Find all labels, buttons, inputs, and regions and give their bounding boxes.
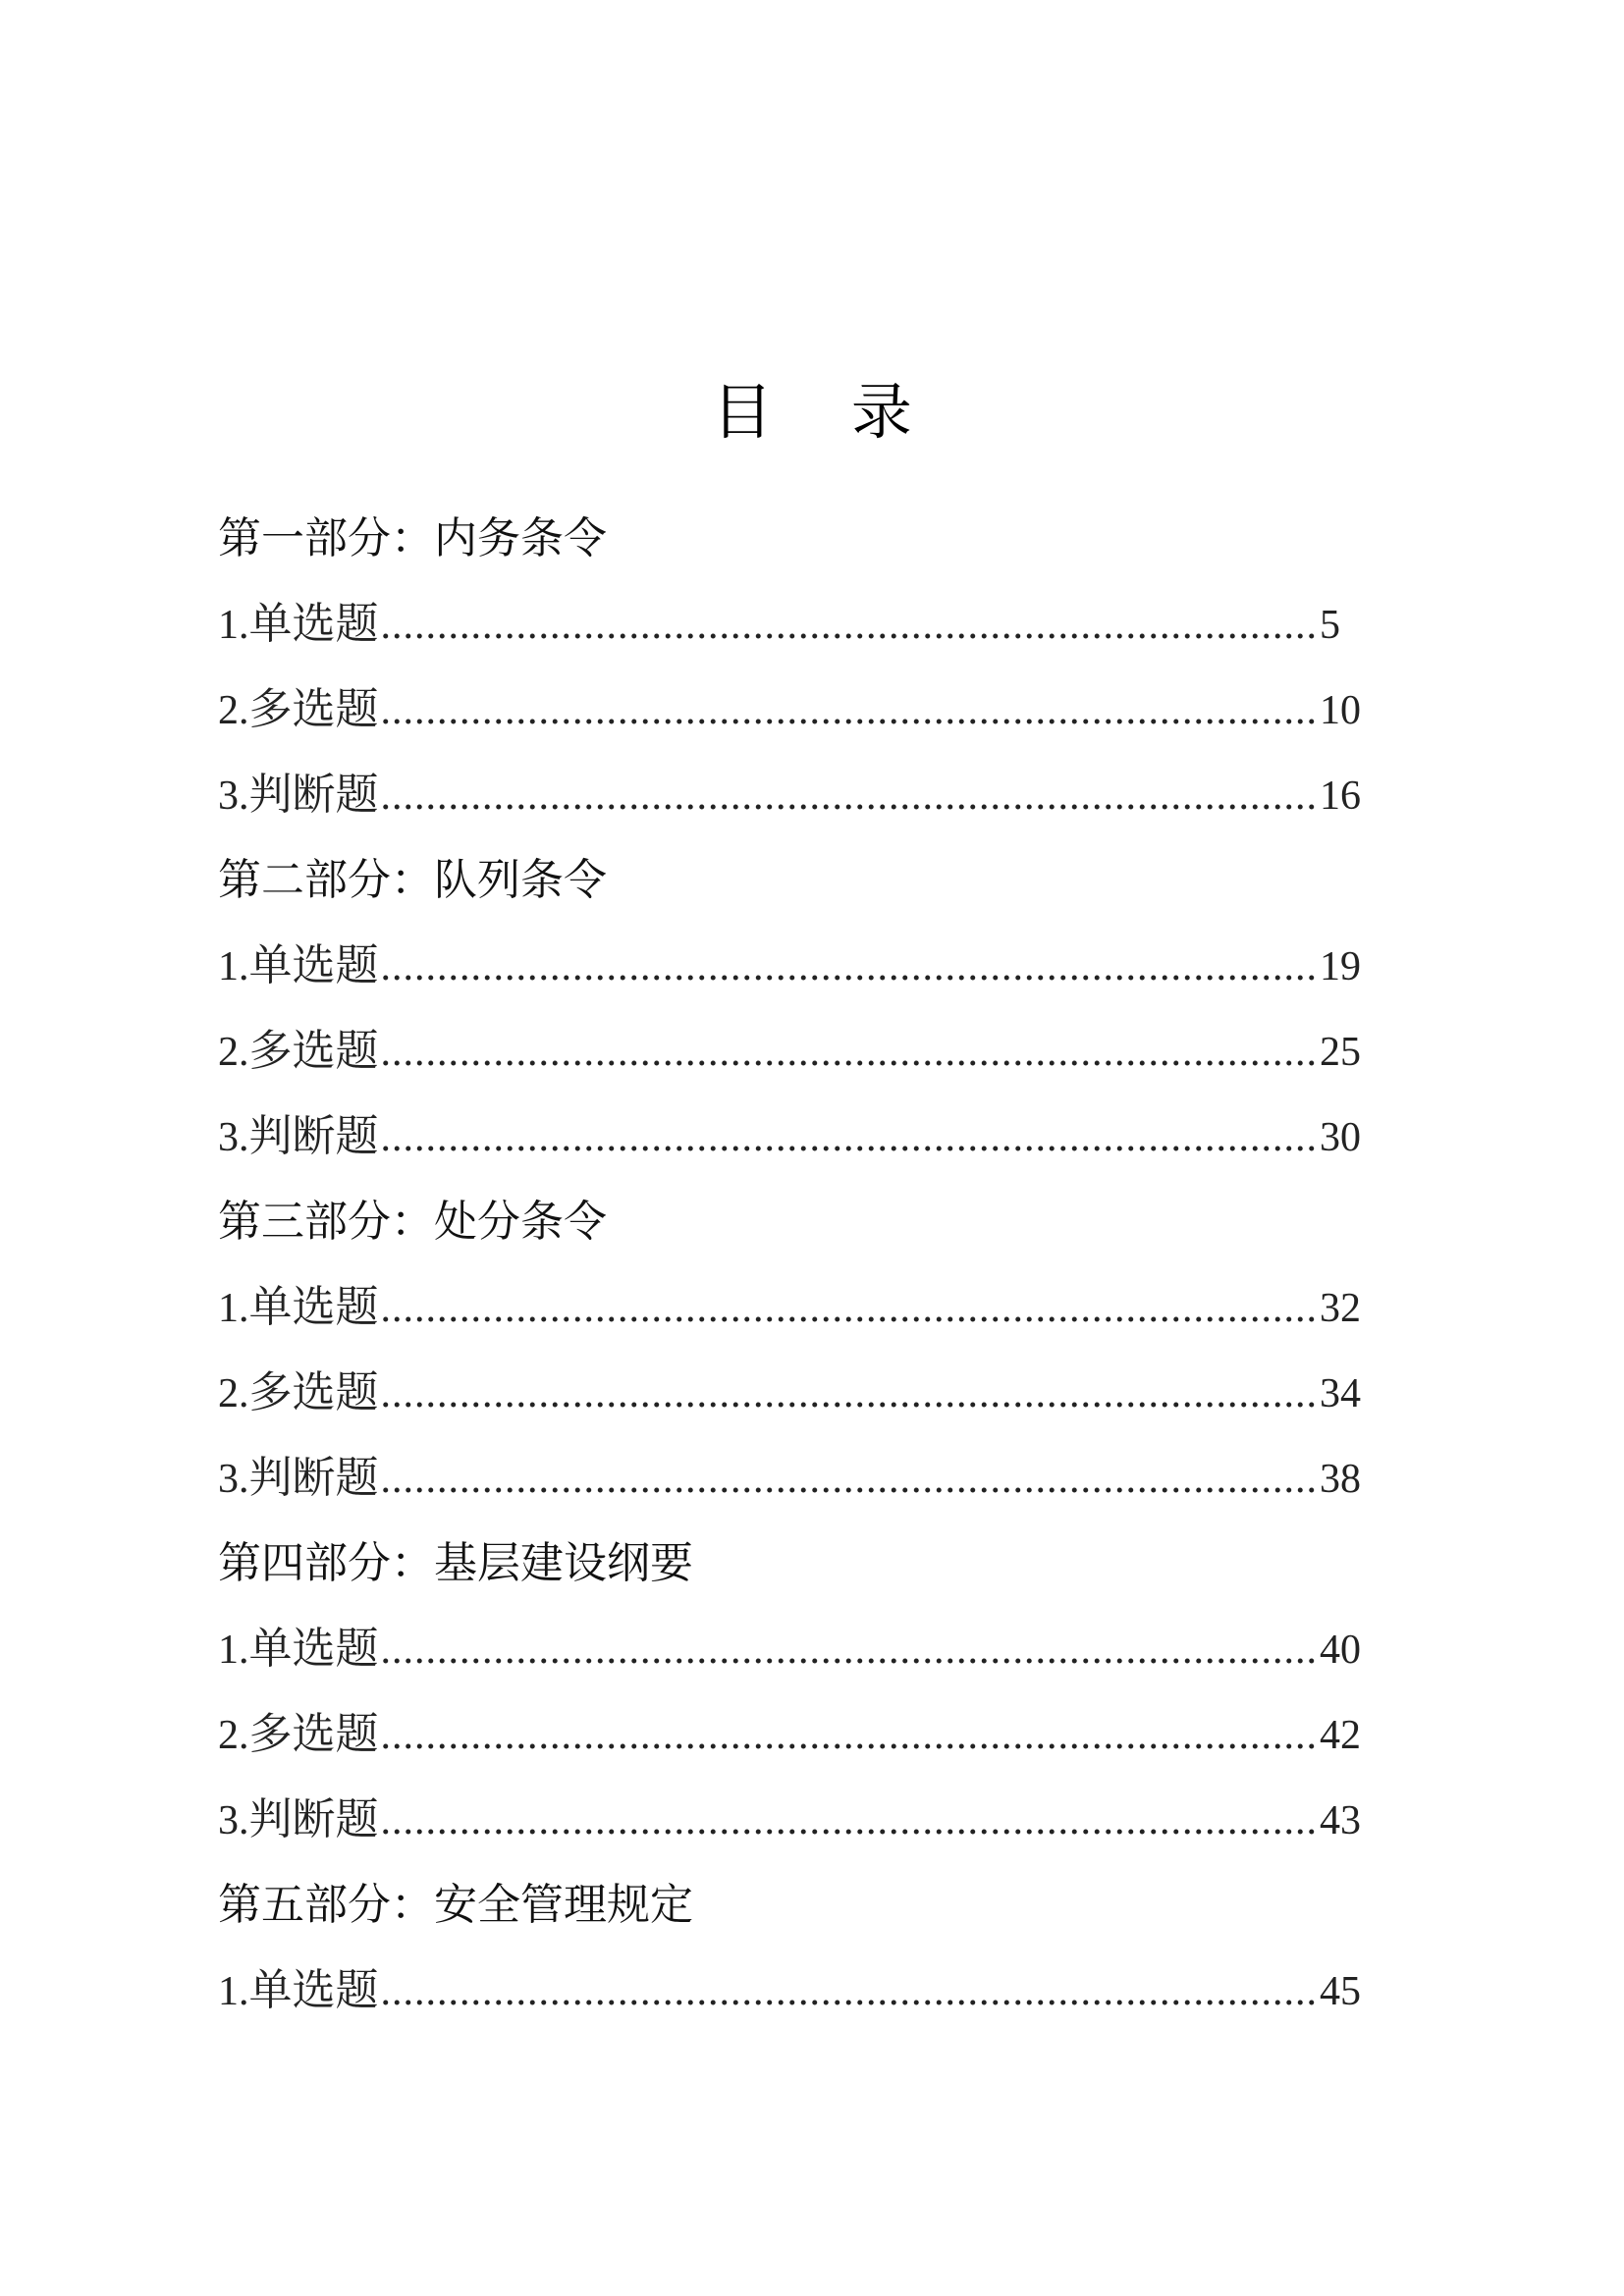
toc-entry[interactable] (218, 1364, 1365, 1421)
toc-entry-number: 1. (218, 603, 249, 648)
toc-entry-page: 45 (1320, 1969, 1361, 2014)
toc-part-heading[interactable]: 第四部分：基层建设纲要 (218, 1538, 693, 1588)
toc-entry-page: 16 (1320, 774, 1361, 819)
toc-entry[interactable] (218, 1962, 1365, 2019)
toc-entry-number: 1. (218, 1969, 249, 2014)
toc-entry-label: 多选题 (248, 1709, 379, 1759)
toc-entry-label: 单选题 (248, 1282, 379, 1332)
toc-entry-page: 30 (1320, 1115, 1361, 1160)
toc-entry-page: 40 (1320, 1628, 1361, 1673)
toc-entry-number: 1. (218, 1286, 249, 1331)
toc-entry-label: 单选题 (248, 940, 379, 990)
dot-leader (381, 938, 1319, 995)
toc-entry-number: 1. (218, 1628, 249, 1673)
toc-entry[interactable] (218, 1450, 1365, 1507)
toc-entry-number: 2. (218, 688, 249, 733)
toc-entry-number: 2. (218, 1371, 249, 1416)
toc-entry-number: 3. (218, 1115, 249, 1160)
toc-entry-page: 38 (1320, 1457, 1361, 1502)
dot-leader (381, 1109, 1319, 1166)
toc-entry-label: 多选题 (248, 1026, 379, 1076)
toc-entry-label: 判断题 (248, 770, 379, 820)
toc-entry-label: 单选题 (248, 1624, 379, 1674)
toc-entry-page: 19 (1320, 944, 1361, 989)
table-of-contents (218, 510, 1365, 2048)
toc-entry-label: 单选题 (248, 599, 379, 649)
dot-leader (381, 1280, 1319, 1337)
toc-entry-label: 判断题 (248, 1453, 379, 1503)
toc-entry[interactable] (218, 1108, 1365, 1165)
toc-part-heading[interactable]: 第三部分：处分条令 (218, 1197, 607, 1247)
toc-entry-number: 2. (218, 1030, 249, 1075)
toc-entry-page: 43 (1320, 1798, 1361, 1843)
toc-entry[interactable] (218, 1706, 1365, 1763)
toc-entry-label: 判断题 (248, 1794, 379, 1844)
toc-entry[interactable] (218, 1621, 1365, 1678)
toc-part-heading[interactable]: 第五部分：安全管理规定 (218, 1880, 693, 1930)
toc-entry[interactable] (218, 1023, 1365, 1080)
toc-entry-page: 25 (1320, 1030, 1361, 1075)
toc-entry[interactable] (218, 681, 1365, 738)
toc-entry-label: 判断题 (248, 1111, 379, 1161)
toc-entry-number: 3. (218, 1798, 249, 1843)
toc-entry-page: 5 (1320, 603, 1340, 648)
page-title: 目 录 (712, 375, 942, 448)
dot-leader (381, 597, 1319, 654)
dot-leader (381, 1365, 1319, 1422)
toc-part-heading[interactable]: 第一部分：内务条令 (218, 513, 607, 563)
toc-entry[interactable] (218, 937, 1365, 994)
toc-entry-number: 1. (218, 944, 249, 989)
toc-entry-number: 3. (218, 774, 249, 819)
dot-leader (381, 682, 1319, 739)
dot-leader (381, 1622, 1319, 1679)
toc-entry-page: 34 (1320, 1371, 1361, 1416)
toc-entry-page: 32 (1320, 1286, 1361, 1331)
dot-leader (381, 1963, 1319, 2020)
dot-leader (381, 1792, 1319, 1849)
toc-entry-label: 多选题 (248, 684, 379, 734)
toc-entry-label: 多选题 (248, 1367, 379, 1417)
toc-entry-number: 3. (218, 1457, 249, 1502)
dot-leader (381, 768, 1319, 825)
toc-entry[interactable] (218, 767, 1365, 824)
toc-entry[interactable] (218, 596, 1365, 653)
dot-leader (381, 1451, 1319, 1508)
toc-part-heading[interactable]: 第二部分：队列条令 (218, 855, 607, 905)
toc-entry[interactable] (218, 1279, 1365, 1336)
toc-entry-page: 42 (1320, 1713, 1361, 1758)
toc-entry-page: 10 (1320, 688, 1361, 733)
toc-entry-label: 单选题 (248, 1965, 379, 2015)
dot-leader (381, 1024, 1319, 1081)
toc-entry[interactable] (218, 1791, 1365, 1848)
dot-leader (381, 1707, 1319, 1764)
toc-entry-number: 2. (218, 1713, 249, 1758)
